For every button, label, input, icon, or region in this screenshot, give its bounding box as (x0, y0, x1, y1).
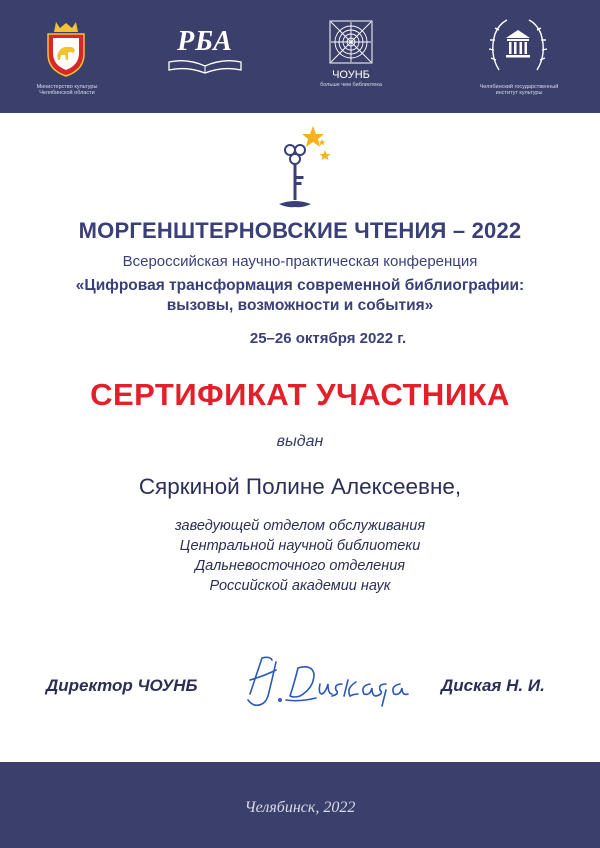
recipient-position (0, 516, 600, 596)
position-line-4: Российской академии наук (209, 578, 391, 594)
event-theme-line1: «Цифровая трансформация современной библиографии: (75, 277, 525, 294)
event-title: МОРГЕНШТЕРНОВСКИЕ ЧТЕНИЯ – 2022 (78, 218, 522, 243)
open-book-icon (163, 58, 247, 76)
event-theme (0, 276, 600, 316)
signatory-role: Директор ЧОУНБ (46, 676, 198, 695)
key-with-stars-emblem-icon (273, 124, 333, 216)
chelyabinsk-coat-of-arms-icon (44, 20, 88, 78)
logo4-caption: Челябинский государственный институт культуры (479, 84, 559, 96)
certificate-heading: СЕРТИФИКАТ УЧАСТНИКА (90, 377, 510, 412)
position-line-1: заведующей отделом обслуживания (174, 518, 426, 534)
event-dates: 25–26 октября 2022 г. (249, 330, 407, 347)
event-theme-line2: вызовы, возможности и события» (166, 297, 434, 314)
header-band (0, 0, 600, 113)
position-line-3: Дальневосточного отделения (194, 558, 406, 574)
logo3-tagline: больше чем библиотека (320, 82, 382, 88)
handwritten-signature (236, 650, 421, 710)
recipient-name: Сяркиной Полине Алексеевне, (138, 474, 462, 499)
chounb-pattern-logo-icon (329, 20, 373, 64)
issued-label: выдан (276, 433, 324, 450)
footer-city-year: Челябинск, 2022 (244, 799, 356, 816)
logo3-caption: ЧОУНБ (332, 69, 370, 81)
signatory-name: Диская Н. И. (441, 676, 545, 695)
institute-of-culture-emblem-icon (487, 14, 549, 78)
rba-logo-text: РБА (177, 26, 233, 57)
position-line-2: Центральной научной библиотеки (179, 538, 421, 554)
event-subtitle: Всероссийская научно-практическая конференция (122, 253, 478, 270)
logo1-caption: Министерство культуры Челябинской области (36, 84, 98, 96)
rba-logo (163, 26, 247, 81)
